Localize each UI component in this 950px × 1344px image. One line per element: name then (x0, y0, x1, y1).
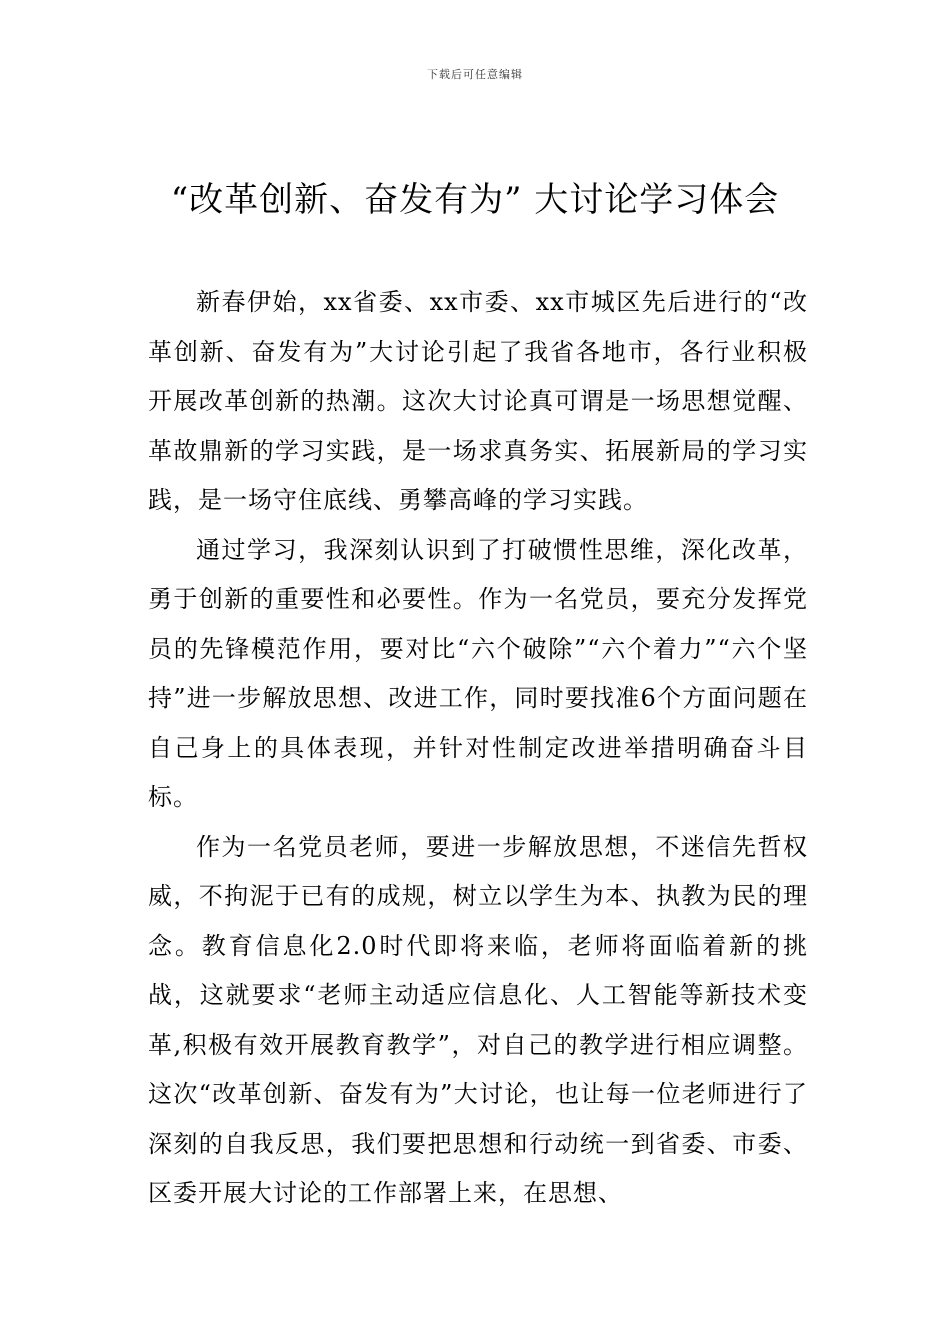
document-body (148, 278, 808, 1219)
paragraph-1: 新春伊始，xx省委、xx市委、xx市城区先后进行的“改革创新、奋发有为”大讨论引起了我省各地市，各行业积极开展改革创新的热潮。这次大讨论真可谓是一场思想觉醒、革故鼎新的学习实践，是一场求真务实、拓展新局的学习实践，是一场守住底线、勇攀高峰的学习实践。 (148, 288, 808, 514)
paragraph-3: 作为一名党员老师，要进一步解放思想，不迷信先哲权威，不拘泥于已有的成规，树立以学生为本、执教为民的理念。教育信息化2.0时代即将来临，老师将面临着新的挑战，这就要求“老师主动适应信息化、人工智能等新技术变革,积极有效开展教育教学”，对自己的教学进行相应调整。这次“改革创新、奋发有为”大讨论，也让每一位老师进行了深刻的自我反思，我们要把思想和行动统一到省委、市委、区委开展大讨论的工作部署上来，在思想、 (148, 832, 808, 1207)
header-note: 下载后可任意编辑 (427, 68, 523, 81)
paragraph-2: 通过学习，我深刻认识到了打破惯性思维，深化改革，勇于创新的重要性和必要性。作为一名党员，要充分发挥党员的先锋模范作用，要对比“六个破除”“六个着力”“六个坚持”进一步解放思想、改进工作，同时要找准6个方面问题在自己身上的具体表现，并针对性制定改进举措明确奋斗目标。 (148, 535, 808, 811)
document-title: “改革创新、奋发有为” 大讨论学习体会 (170, 180, 780, 220)
